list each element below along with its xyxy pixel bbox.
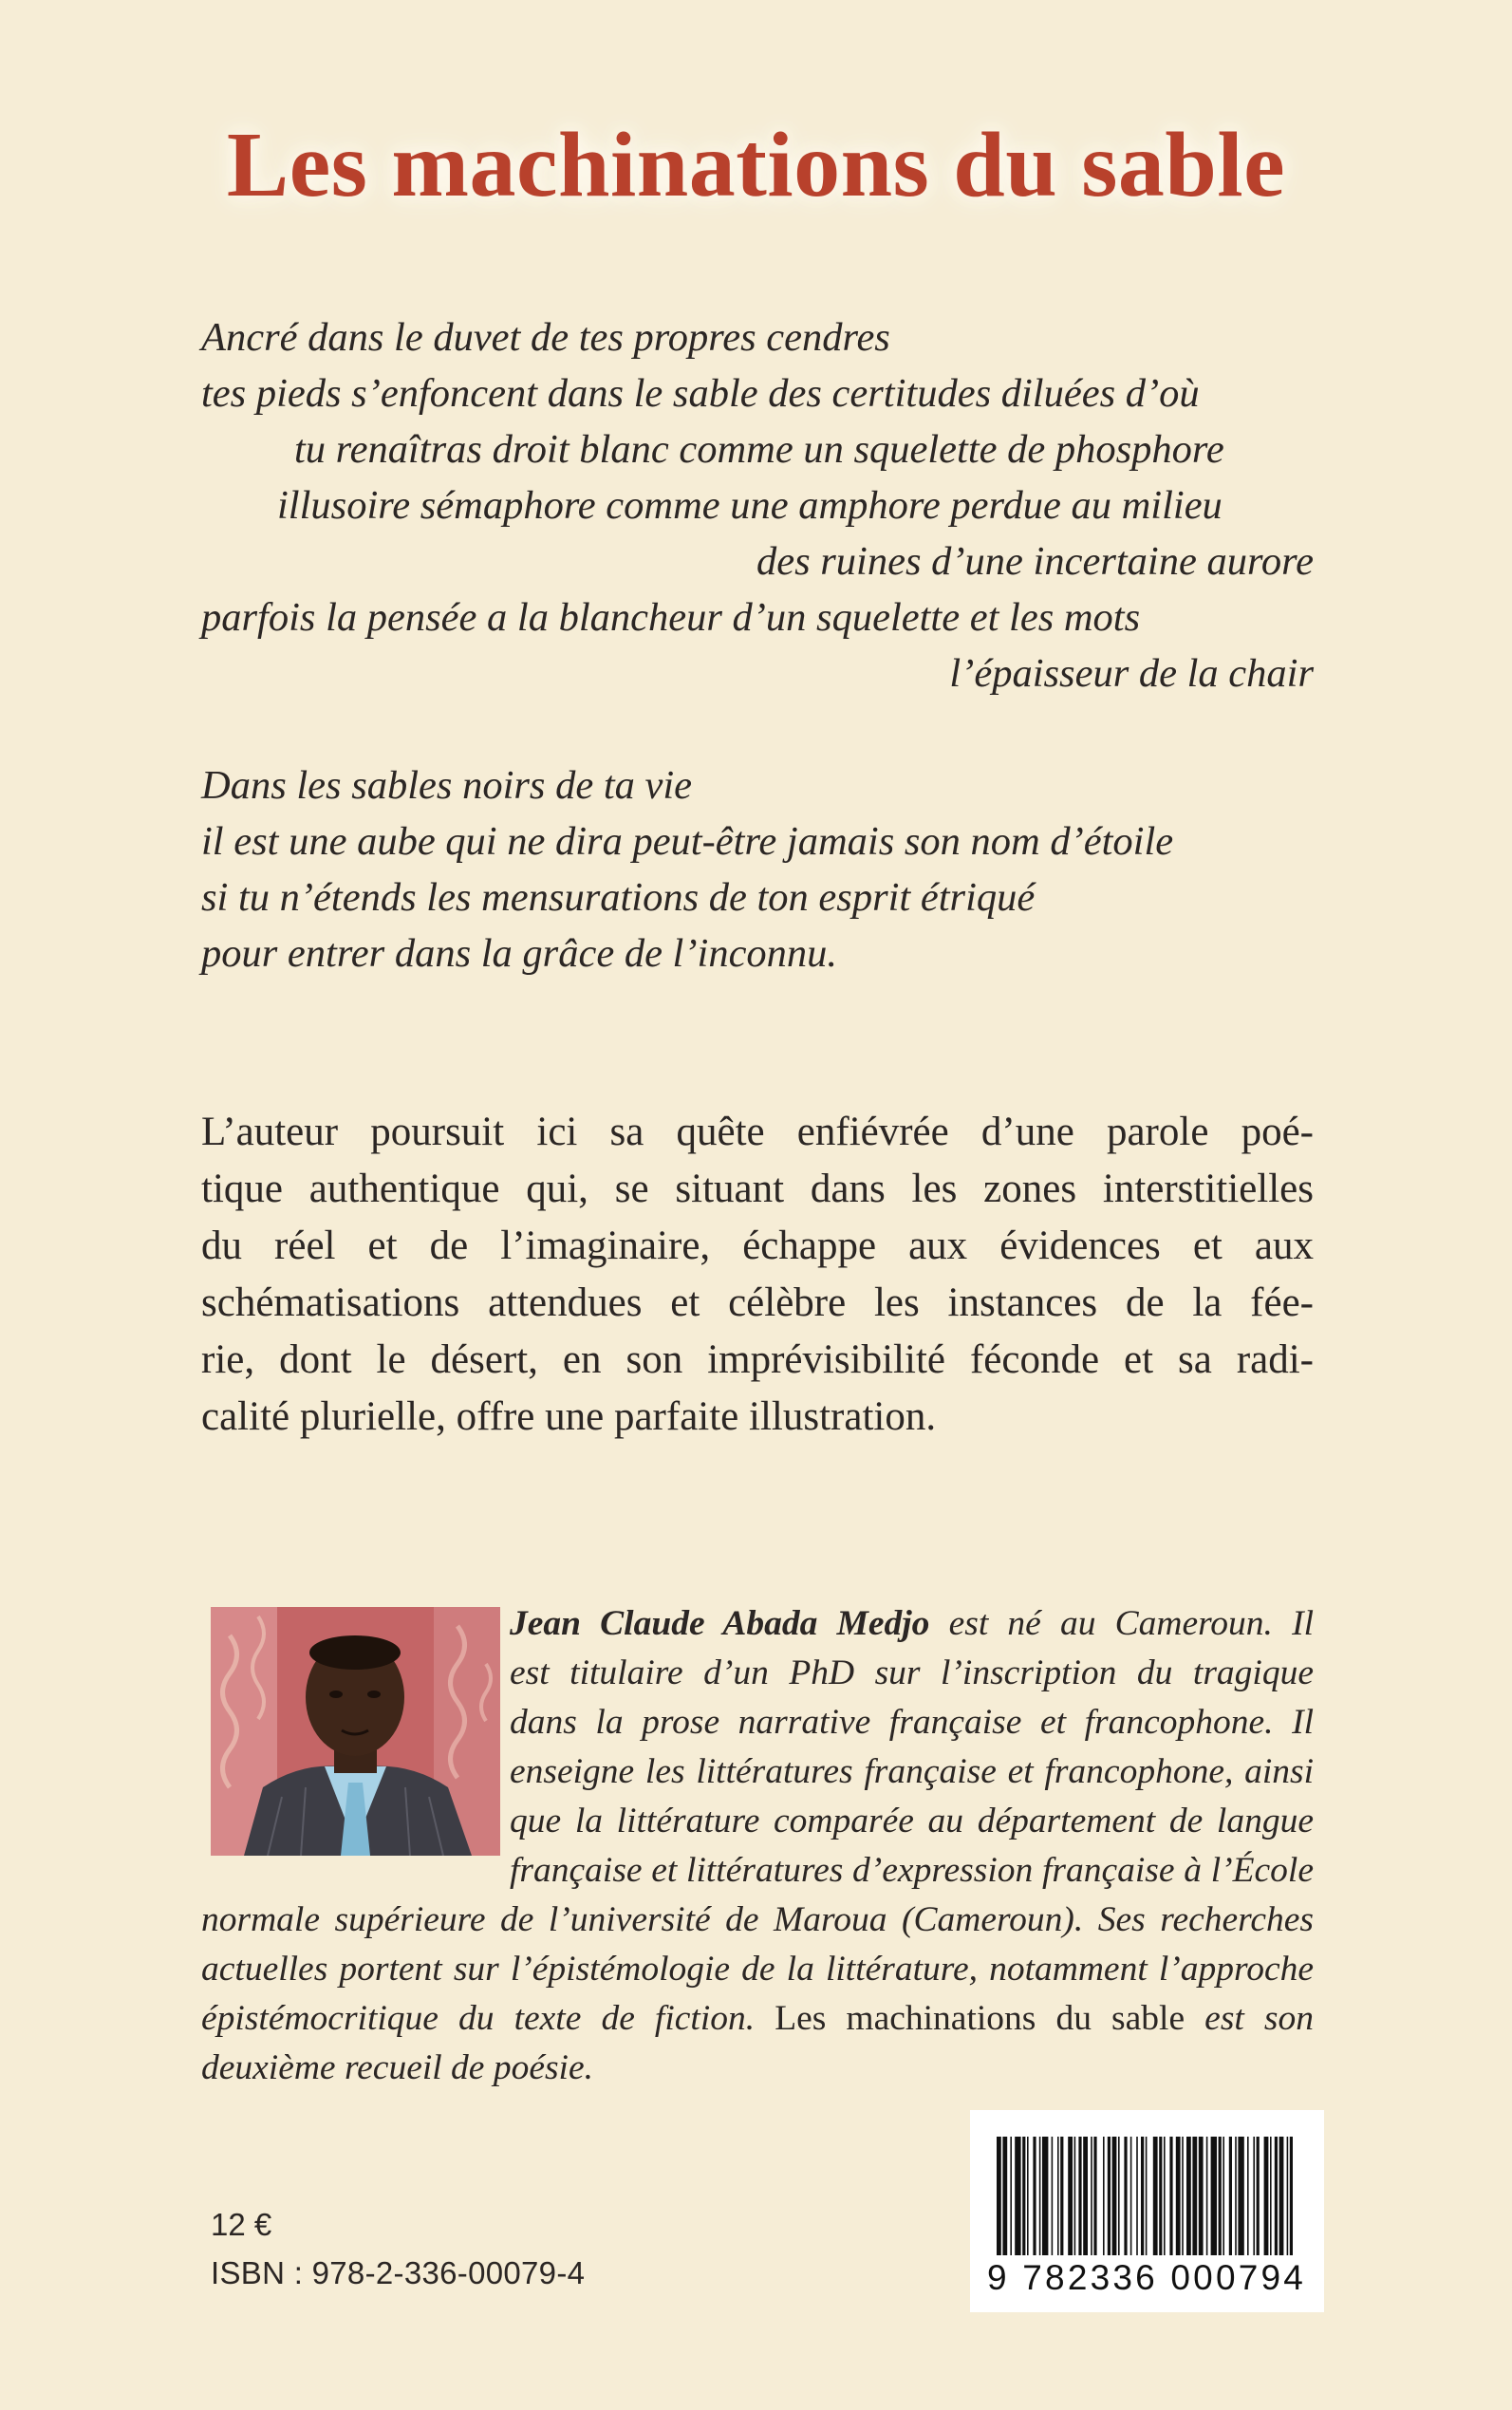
- bio-line: Jean Claude Abada Medjo est né au Cameroun. Il: [510, 1604, 1314, 1643]
- barcode-bar: [997, 2137, 1001, 2255]
- barcode: [970, 2110, 1324, 2312]
- isbn: ISBN : 978-2-336-00079-4: [211, 2255, 586, 2290]
- poem-excerpt: [201, 309, 1314, 981]
- barcode-bar: [1290, 2137, 1293, 2255]
- barcode-bar: [1182, 2137, 1184, 2255]
- barcode-bar: [1022, 2137, 1025, 2255]
- barcode-bar: [1042, 2137, 1048, 2255]
- barcode-bar: [1112, 2137, 1117, 2255]
- bio-line: actuelles portent sur l’épistémologie de la littérature, notamment l’approche: [201, 1950, 1314, 1989]
- barcode-bar: [1136, 2137, 1138, 2255]
- barcode-bar: [1279, 2137, 1284, 2255]
- summary-line: L’auteur poursuit ici sa quête enfiévrée d’une parole poé-: [201, 1110, 1314, 1154]
- book-summary: [201, 1104, 1314, 1446]
- barcode-bar: [1235, 2137, 1237, 2255]
- barcode-bar: [1093, 2137, 1096, 2255]
- book-title-reference: Les machinations du sable: [775, 1999, 1185, 2038]
- summary-line: tique authentique qui, se situant dans les zones interstitielles: [201, 1167, 1314, 1211]
- poem-line: des ruines d’une incertaine aurore: [756, 539, 1314, 584]
- barcode-bar: [1176, 2137, 1181, 2255]
- barcode-bar: [1153, 2137, 1158, 2255]
- barcode-bar: [1124, 2137, 1127, 2255]
- bio-line: est titulaire d’un PhD sur l’inscription du tragique: [510, 1653, 1314, 1692]
- poem-line: tes pieds s’enfoncent dans le sable des certitudes diluées d’où: [201, 371, 1200, 416]
- bio-line: que la littérature comparée au département de langue: [510, 1802, 1314, 1840]
- barcode-bar: [1206, 2137, 1208, 2255]
- bio-line: deuxième recueil de poésie.: [201, 2048, 593, 2087]
- barcode-bar: [1141, 2137, 1144, 2255]
- barcode-bar: [1199, 2137, 1204, 2255]
- barcode-bars: [997, 2137, 1298, 2255]
- barcode-bar: [1146, 2137, 1148, 2255]
- barcode-bar: [1033, 2137, 1036, 2255]
- barcode-bar: [1229, 2137, 1232, 2255]
- barcode-bar: [1169, 2137, 1172, 2255]
- barcode-bar: [1238, 2137, 1243, 2255]
- barcode-bar: [1002, 2137, 1007, 2255]
- poem-line: pour entrer dans la grâce de l’inconnu.: [201, 931, 838, 976]
- summary-line: du réel et de l’imaginaire, échappe aux évidences et aux: [201, 1224, 1314, 1268]
- summary-line: schématisations attendues et célèbre les instances de la fée-: [201, 1280, 1314, 1325]
- bio-line: française et littératures d’expression française à l’École: [510, 1851, 1314, 1890]
- barcode-bar: [1010, 2137, 1012, 2255]
- poem-line: illusoire sémaphore comme une amphore perdue au milieu: [277, 483, 1223, 528]
- summary-line: rie, dont le désert, en son imprévisibilité féconde et sa radi-: [201, 1337, 1314, 1382]
- barcode-bar: [1015, 2137, 1020, 2255]
- barcode-bar: [1287, 2137, 1289, 2255]
- barcode-bar: [1078, 2137, 1081, 2255]
- barcode-bar: [1091, 2137, 1092, 2255]
- barcode-bar: [1192, 2137, 1197, 2255]
- barcode-bar: [1264, 2137, 1269, 2255]
- barcode-bar: [1027, 2137, 1029, 2255]
- barcode-bar: [1219, 2137, 1222, 2255]
- summary-line: calité plurielle, offre une parfaite illustration.: [201, 1394, 937, 1439]
- barcode-bar: [1130, 2137, 1132, 2255]
- barcode-bar: [1057, 2137, 1059, 2255]
- poem-line: l’épaisseur de la chair: [949, 651, 1314, 696]
- barcode-bar: [1083, 2137, 1088, 2255]
- barcode-bar: [1060, 2137, 1063, 2255]
- bio-line: enseigne les littératures française et francophone, ainsi: [510, 1752, 1314, 1791]
- barcode-bar: [1118, 2137, 1120, 2255]
- barcode-bar: [1039, 2137, 1041, 2255]
- barcode-digits: 9 782336 000794: [987, 2258, 1307, 2297]
- barcode-bar: [1223, 2137, 1224, 2255]
- poem-line: si tu n’étends les mensurations de ton esprit étriqué: [201, 875, 1036, 920]
- barcode-bar: [1211, 2137, 1217, 2255]
- poem-line: Dans les sables noirs de ta vie: [201, 763, 693, 808]
- barcode-bar: [1275, 2137, 1278, 2255]
- barcode-bar: [1257, 2137, 1260, 2255]
- bio-line: normale supérieure de l’université de Maroua (Cameroun). Ses recherches: [201, 1900, 1314, 1939]
- barcode-bar: [1074, 2137, 1076, 2255]
- bio-line: épistémocritique du texte de fiction. Les machinations du sable est son: [201, 1999, 1314, 2038]
- barcode-bar: [1247, 2137, 1249, 2255]
- price: 12 €: [211, 2207, 272, 2242]
- bio-line: dans la prose narrative française et francophone. Il: [510, 1703, 1314, 1742]
- author-bio: [201, 1599, 1314, 2093]
- barcode-bar: [1052, 2137, 1054, 2255]
- barcode-bar: [1186, 2137, 1191, 2255]
- barcode-bar: [1164, 2137, 1166, 2255]
- barcode-bar: [1253, 2137, 1255, 2255]
- barcode-bar: [1108, 2137, 1111, 2255]
- poem-line: parfois la pensée a la blancheur d’un squelette et les mots: [201, 595, 1141, 640]
- book-title: Les machinations du sable: [226, 114, 1286, 216]
- barcode-bar: [1159, 2137, 1162, 2255]
- barcode-bar: [1103, 2137, 1105, 2255]
- poem-line: Ancré dans le duvet de tes propres cendres: [201, 315, 890, 360]
- poem-line: tu renaîtras droit blanc comme un squelette de phosphore: [294, 427, 1224, 472]
- barcode-bar: [1270, 2137, 1272, 2255]
- poem-line: il est une aube qui ne dira peut-être jamais son nom d’étoile: [201, 819, 1174, 864]
- barcode-bar: [1068, 2137, 1073, 2255]
- author-name: Jean Claude Abada Medjo: [510, 1604, 930, 1643]
